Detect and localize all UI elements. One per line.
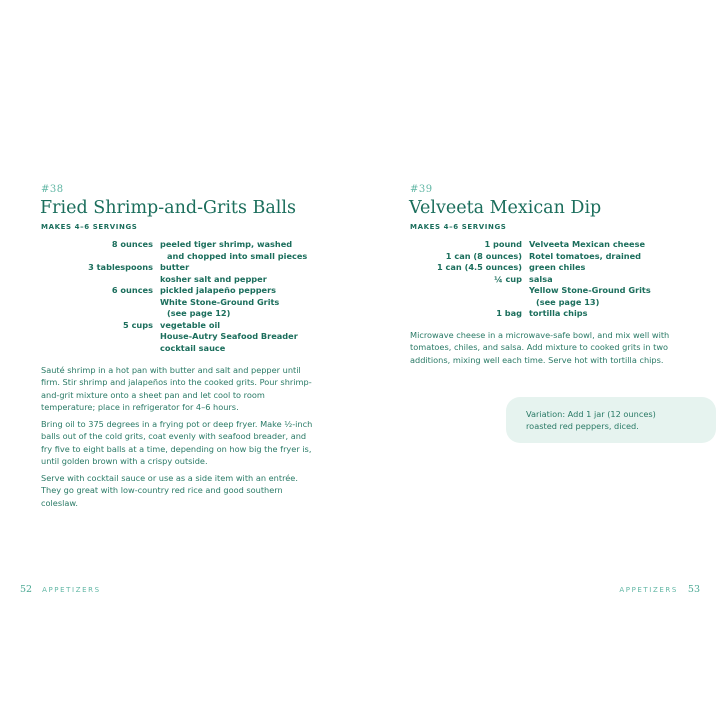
ingredient-row — [410, 274, 651, 286]
ingredient-name: Yellow Stone-Ground Grits (see page 13) — [529, 285, 651, 307]
ingredient-row — [41, 320, 307, 332]
right-page — [360, 0, 720, 720]
ingredient-quantity: 1 pound — [484, 239, 522, 249]
ingredient-row — [41, 297, 307, 320]
ingredient-name: Rotel tomatoes, drained — [529, 250, 642, 261]
ingredient-row — [410, 285, 651, 308]
ingredient-quantity — [410, 285, 529, 308]
page-number: 53 — [687, 584, 700, 595]
ingredient-list — [410, 239, 651, 320]
variation-text: Variation: Add 1 jar (12 ounces) roasted red peppers, diced. — [526, 408, 656, 431]
recipe-number: #38 — [41, 184, 64, 195]
ingredient-row — [41, 239, 307, 262]
ingredient-name: peeled tiger shrimp, washed and chopped into small pieces — [160, 239, 308, 261]
ingredient-quantity — [41, 297, 160, 320]
page-footer — [619, 584, 700, 595]
ingredient-row — [41, 274, 307, 286]
ingredient-name: cocktail sauce — [160, 342, 226, 353]
ingredient-quantity: 1 bag — [496, 308, 522, 318]
page-footer — [20, 584, 101, 595]
ingredient-list — [41, 239, 307, 354]
ingredient-row — [41, 262, 307, 274]
ingredient-row — [410, 308, 651, 320]
recipe-number: #39 — [410, 184, 433, 195]
page-number: 52 — [20, 584, 33, 595]
method-paragraph: Microwave cheese in a microwave-safe bowl, and mix well with tomatoes, chiles, and salsa. Add mixture to cooked grits in two additions, mixing well each time. Serve hot with tortilla chips. — [410, 330, 670, 365]
recipe-title: Velveeta Mexican Dip — [409, 198, 602, 218]
ingredient-quantity — [41, 331, 160, 343]
ingredient-row — [41, 343, 307, 355]
section-label: APPETIZERS — [42, 586, 101, 594]
recipe-title: Fried Shrimp-and-Grits Balls — [40, 198, 296, 218]
ingredient-name: salsa — [529, 273, 553, 284]
method-paragraph: Serve with cocktail sauce or use as a side item with an entrée. They go great with low-country red rice and good southern coleslaw. — [41, 473, 298, 508]
ingredient-name: White Stone-Ground Grits (see page 12) — [160, 296, 280, 318]
ingredient-quantity: 5 cups — [123, 319, 153, 330]
servings-label: MAKES 4–6 SERVINGS — [41, 223, 138, 231]
ingredient-quantity: ¼ cup — [494, 273, 522, 284]
section-label: APPETIZERS — [619, 586, 678, 594]
ingredient-name: butter — [160, 262, 190, 272]
variation-box — [506, 397, 716, 443]
ingredient-name: tortilla chips — [529, 308, 588, 318]
method-paragraph: Bring oil to 375 degrees in a frying pot or deep fryer. Make ½-inch balls out of the cold grits, coat evenly with seafood breader, and fry five to eight balls at a time, depending on how big the fryer is, until golden brown with a crispy outside. — [41, 419, 313, 466]
ingredient-name: kosher salt and pepper — [160, 273, 267, 284]
ingredient-name: pickled jalapeño peppers — [160, 285, 277, 295]
ingredient-quantity: 3 tablespoons — [88, 262, 153, 272]
ingredient-name: green chiles — [529, 262, 586, 272]
servings-label: MAKES 4–6 SERVINGS — [410, 223, 507, 231]
ingredient-name: vegetable oil — [160, 319, 221, 330]
ingredient-row — [410, 251, 651, 263]
method-paragraph: Sauté shrimp in a hot pan with butter and salt and pepper until firm. Stir shrimp and jalapeños into the cooked grits. Pour shrimp-and-grit mixture onto a sheet pan and let cool to room temperature; place in refrigerator for 4–6 hours. — [41, 365, 312, 412]
ingredient-name: Velveeta Mexican cheese — [529, 239, 646, 249]
ingredient-quantity: 1 can (8 ounces) — [445, 250, 522, 261]
ingredient-quantity: 1 can (4.5 ounces) — [436, 262, 522, 272]
ingredient-name: House-Autry Seafood Breader — [160, 331, 298, 341]
ingredient-row — [410, 262, 651, 274]
ingredient-row — [41, 331, 307, 343]
ingredient-row — [41, 285, 307, 297]
ingredient-row — [410, 239, 651, 251]
ingredient-quantity — [41, 274, 160, 286]
ingredient-quantity — [41, 343, 160, 355]
ingredient-quantity: 8 ounces — [111, 239, 153, 249]
ingredient-quantity: 6 ounces — [111, 285, 153, 295]
